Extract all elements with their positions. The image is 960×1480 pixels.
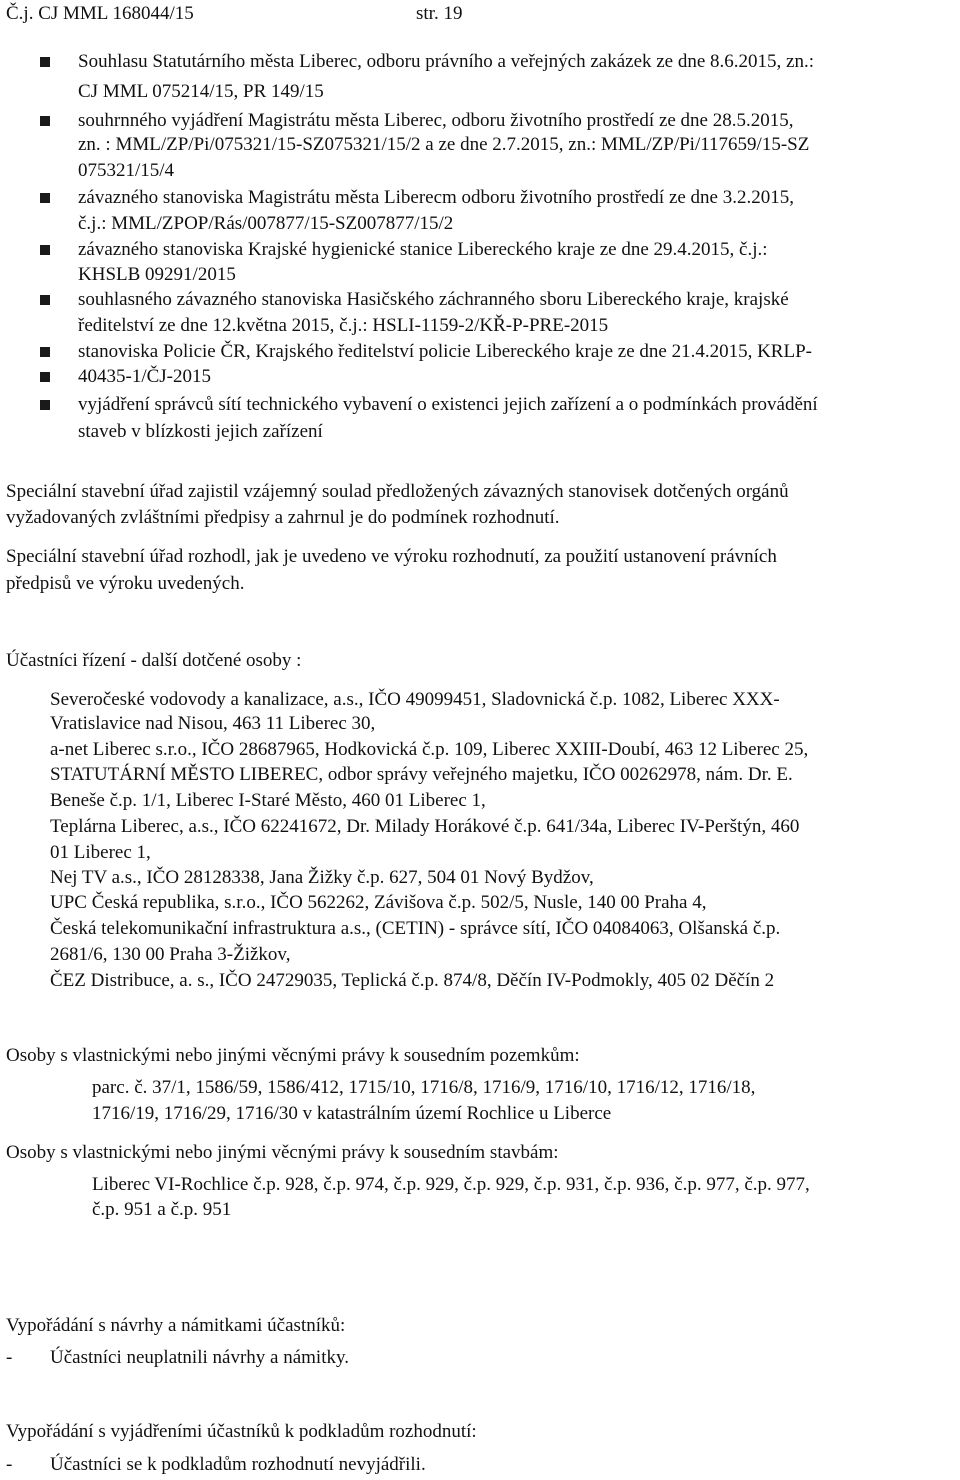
participant-line: ČEZ Distribuce, a. s., IČO 24729035, Teplická č.p. 874/8, Děčín IV-Podmokly, 405 02 Děčín 2: [50, 970, 775, 991]
list-item-continuation: č.j.: MML/ZPOP/Rás/007877/15-SZ007877/15/2: [78, 213, 454, 234]
building-line: č.p. 951 a č.p. 951: [92, 1199, 232, 1220]
participant-line: Česká telekomunikační infrastruktura a.s., (CETIN) - správce sítí, IČO 04084063, Olšanská č.p.: [50, 918, 781, 939]
participant-line: Severočeské vodovody a kanalizace, a.s., IČO 49099451, Sladovnická č.p. 1082, Liberec XXX-: [50, 689, 780, 710]
paragraph-line: předpisů ve výroku uvedených.: [6, 573, 245, 594]
building-line: Liberec VI-Rochlice č.p. 928, č.p. 974, č.p. 929, č.p. 929, č.p. 931, č.p. 936, č.p. 977, č.p. 977,: [92, 1174, 810, 1195]
list-item: závazného stanoviska Magistrátu města Liberecm odboru životního prostředí ze dne 3.2.2015,: [78, 187, 794, 208]
list-item-continuation: 075321/15/4: [78, 160, 175, 181]
page-number: str. 19: [416, 3, 463, 24]
participant-line: a-net Liberec s.r.o., IČO 28687965, Hodkovická č.p. 109, Liberec XXIII-Doubí, 463 12 Liberec 25,: [50, 739, 809, 760]
section-heading: Osoby s vlastnickými nebo jinými věcnými právy k sousedním pozemkům:: [6, 1045, 580, 1066]
bullet-marker: [40, 400, 50, 410]
paragraph-line: Speciální stavební úřad zajistil vzájemný soulad předložených závazných stanovisek dotčených orgánů: [6, 481, 789, 502]
participant-line: UPC Česká republika, s.r.o., IČO 562262, Závišova č.p. 502/5, Nusle, 140 00 Praha 4,: [50, 892, 707, 913]
parcel-line: 1716/19, 1716/29, 1716/30 v katastrálním území Rochlice u Liberce: [92, 1103, 612, 1124]
dash-marker: -: [6, 1347, 13, 1368]
bullet-marker: [40, 245, 50, 255]
document-reference: Č.j. CJ MML 168044/15: [6, 3, 194, 24]
participant-line: Nej TV a.s., IČO 28128338, Jana Žižky č.p. 627, 504 01 Nový Bydžov,: [50, 867, 594, 888]
list-item: Souhlasu Statutárního města Liberec, odboru právního a veřejných zakázek ze dne 8.6.2015, zn.:: [78, 51, 815, 72]
list-item-continuation: staveb v blízkosti jejich zařízení: [78, 421, 323, 442]
list-item: stanoviska Policie ČR, Krajského ředitelství policie Libereckého kraje ze dne 21.4.2015, KRLP-: [78, 341, 812, 362]
participant-line: Beneše č.p. 1/1, Liberec I-Staré Město, 460 01 Liberec 1,: [50, 790, 486, 811]
list-item: 40435-1/ČJ-2015: [78, 366, 211, 387]
section-heading: Vypořádání s vyjádřeními účastníků k podkladům rozhodnutí:: [6, 1421, 477, 1442]
list-item: souhrnného vyjádření Magistrátu města Liberec, odboru životního prostředí ze dne 28.5.2015,: [78, 110, 794, 131]
bullet-marker: [40, 57, 50, 67]
paragraph-line: vyžadovaných zvláštními předpisy a zahrnul je do podmínek rozhodnutí.: [6, 507, 560, 528]
participant-line: STATUTÁRNÍ MĚSTO LIBEREC, odbor správy veřejného majetku, IČO 00262978, nám. Dr. E.: [50, 764, 793, 785]
proposal-item: Účastníci neuplatnili návrhy a námitky.: [50, 1347, 349, 1368]
list-item-continuation: ředitelství ze dne 12.května 2015, č.j.: HSLI-1159-2/KŘ-P-PRE-2015: [78, 315, 609, 336]
dash-marker: -: [6, 1454, 13, 1475]
list-item-continuation: zn. : MML/ZP/Pi/075321/15-SZ075321/15/2 a ze dne 2.7.2015, zn.: MML/ZP/Pi/117659/15-SZ: [78, 134, 810, 155]
section-heading: Účastníci řízení - další dotčené osoby :: [6, 650, 302, 671]
participant-line: Vratislavice nad Nisou, 463 11 Liberec 30,: [50, 713, 376, 734]
section-heading: Vypořádání s návrhy a námitkami účastníků:: [6, 1315, 346, 1336]
participant-line: 2681/6, 130 00 Praha 3-Žižkov,: [50, 944, 291, 965]
parcel-line: parc. č. 37/1, 1586/59, 1586/412, 1715/10, 1716/8, 1716/9, 1716/10, 1716/12, 1716/18,: [92, 1077, 756, 1098]
participant-line: Teplárna Liberec, a.s., IČO 62241672, Dr. Milady Horákové č.p. 641/34a, Liberec IV-Perštýn, 460: [50, 816, 800, 837]
section-heading: Osoby s vlastnickými nebo jinými věcnými právy k sousedním stavbám:: [6, 1142, 559, 1163]
bullet-marker: [40, 295, 50, 305]
participant-line: 01 Liberec 1,: [50, 842, 151, 863]
list-item-continuation: CJ MML 075214/15, PR 149/15: [78, 81, 324, 102]
bullet-marker: [40, 116, 50, 126]
statement-item: Účastníci se k podkladům rozhodnutí nevyjádřili.: [50, 1454, 426, 1475]
list-item: vyjádření správců sítí technického vybavení o existenci jejich zařízení a o podmínkách provádění: [78, 394, 818, 415]
bullet-marker: [40, 193, 50, 203]
list-item-continuation: KHSLB 09291/2015: [78, 264, 236, 285]
list-item: závazného stanoviska Krajské hygienické stanice Libereckého kraje ze dne 29.4.2015, č.j.:: [78, 239, 768, 260]
bullet-marker: [40, 372, 50, 382]
paragraph-line: Speciální stavební úřad rozhodl, jak je uvedeno ve výroku rozhodnutí, za použití ustanovení právních: [6, 546, 777, 567]
list-item: souhlasného závazného stanoviska Hasičského záchranného sboru Libereckého kraje, krajské: [78, 289, 789, 310]
bullet-marker: [40, 347, 50, 357]
